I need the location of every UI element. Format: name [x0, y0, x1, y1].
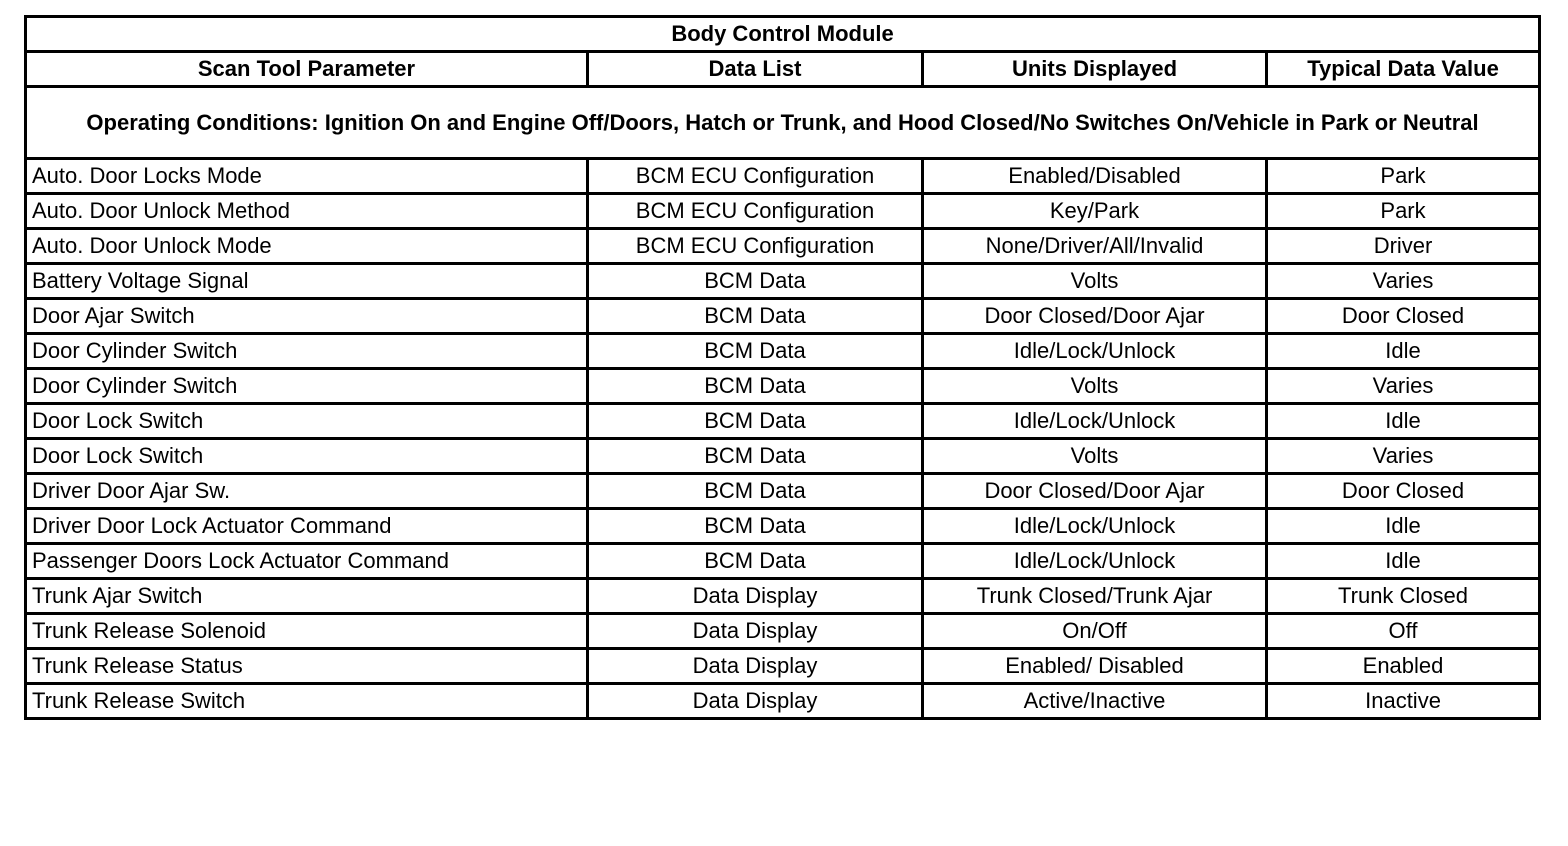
cell-parameter: Driver Door Lock Actuator Command	[26, 509, 588, 544]
cell-units: On/Off	[923, 614, 1267, 649]
table-row	[26, 369, 1540, 404]
cell-units: Active/Inactive	[923, 684, 1267, 719]
cell-units: None/Driver/All/Invalid	[923, 229, 1267, 264]
table-row	[26, 649, 1540, 684]
table-row	[26, 544, 1540, 579]
cell-parameter: Battery Voltage Signal	[26, 264, 588, 299]
cell-data-list: BCM Data	[588, 404, 923, 439]
table-row	[26, 579, 1540, 614]
table-row	[26, 229, 1540, 264]
cell-units: Idle/Lock/Unlock	[923, 544, 1267, 579]
cell-typical-value: Idle	[1267, 544, 1540, 579]
table-body	[26, 159, 1540, 719]
cell-parameter: Auto. Door Unlock Method	[26, 194, 588, 229]
cell-units: Enabled/ Disabled	[923, 649, 1267, 684]
cell-typical-value: Door Closed	[1267, 299, 1540, 334]
cell-data-list: BCM ECU Configuration	[588, 194, 923, 229]
cell-parameter: Trunk Release Solenoid	[26, 614, 588, 649]
bcm-data-table-container	[24, 15, 1538, 720]
table-row	[26, 264, 1540, 299]
cell-units: Idle/Lock/Unlock	[923, 334, 1267, 369]
cell-typical-value: Door Closed	[1267, 474, 1540, 509]
cell-parameter: Auto. Door Locks Mode	[26, 159, 588, 194]
cell-data-list: BCM ECU Configuration	[588, 159, 923, 194]
cell-units: Enabled/Disabled	[923, 159, 1267, 194]
bcm-data-table	[24, 15, 1541, 720]
table-row	[26, 159, 1540, 194]
table-header-row	[26, 52, 1540, 87]
cell-data-list: BCM Data	[588, 334, 923, 369]
cell-parameter: Driver Door Ajar Sw.	[26, 474, 588, 509]
cell-units: Key/Park	[923, 194, 1267, 229]
cell-data-list: BCM Data	[588, 369, 923, 404]
table-title-row	[26, 17, 1540, 52]
cell-parameter: Door Cylinder Switch	[26, 369, 588, 404]
table-title: Body Control Module	[26, 17, 1540, 52]
cell-parameter: Door Lock Switch	[26, 404, 588, 439]
cell-parameter: Passenger Doors Lock Actuator Command	[26, 544, 588, 579]
cell-data-list: BCM Data	[588, 474, 923, 509]
cell-typical-value: Enabled	[1267, 649, 1540, 684]
header-scan-tool-parameter: Scan Tool Parameter	[26, 52, 588, 87]
cell-data-list: BCM Data	[588, 439, 923, 474]
cell-typical-value: Inactive	[1267, 684, 1540, 719]
cell-data-list: BCM Data	[588, 264, 923, 299]
cell-typical-value: Driver	[1267, 229, 1540, 264]
table-row	[26, 439, 1540, 474]
cell-typical-value: Trunk Closed	[1267, 579, 1540, 614]
table-row	[26, 404, 1540, 439]
cell-parameter: Door Lock Switch	[26, 439, 588, 474]
cell-typical-value: Park	[1267, 159, 1540, 194]
header-data-list: Data List	[588, 52, 923, 87]
cell-typical-value: Park	[1267, 194, 1540, 229]
cell-units: Door Closed/Door Ajar	[923, 299, 1267, 334]
cell-units: Volts	[923, 264, 1267, 299]
cell-typical-value: Idle	[1267, 509, 1540, 544]
table-row	[26, 684, 1540, 719]
cell-parameter: Door Ajar Switch	[26, 299, 588, 334]
cell-parameter: Door Cylinder Switch	[26, 334, 588, 369]
operating-conditions-row	[26, 87, 1540, 159]
cell-units: Volts	[923, 369, 1267, 404]
cell-parameter: Auto. Door Unlock Mode	[26, 229, 588, 264]
cell-data-list: Data Display	[588, 684, 923, 719]
table-row	[26, 299, 1540, 334]
cell-typical-value: Varies	[1267, 369, 1540, 404]
cell-data-list: Data Display	[588, 614, 923, 649]
cell-parameter: Trunk Release Status	[26, 649, 588, 684]
cell-units: Idle/Lock/Unlock	[923, 404, 1267, 439]
cell-typical-value: Varies	[1267, 264, 1540, 299]
table-row	[26, 194, 1540, 229]
cell-typical-value: Off	[1267, 614, 1540, 649]
cell-units: Idle/Lock/Unlock	[923, 509, 1267, 544]
cell-units: Trunk Closed/Trunk Ajar	[923, 579, 1267, 614]
cell-typical-value: Varies	[1267, 439, 1540, 474]
cell-units: Door Closed/Door Ajar	[923, 474, 1267, 509]
table-row	[26, 614, 1540, 649]
cell-data-list: BCM Data	[588, 299, 923, 334]
cell-parameter: Trunk Ajar Switch	[26, 579, 588, 614]
table-row	[26, 509, 1540, 544]
cell-data-list: Data Display	[588, 649, 923, 684]
cell-data-list: BCM Data	[588, 544, 923, 579]
cell-typical-value: Idle	[1267, 334, 1540, 369]
cell-data-list: BCM Data	[588, 509, 923, 544]
table-row	[26, 334, 1540, 369]
cell-parameter: Trunk Release Switch	[26, 684, 588, 719]
cell-units: Volts	[923, 439, 1267, 474]
header-typical-data-value: Typical Data Value	[1267, 52, 1540, 87]
header-units-displayed: Units Displayed	[923, 52, 1267, 87]
cell-data-list: BCM ECU Configuration	[588, 229, 923, 264]
cell-typical-value: Idle	[1267, 404, 1540, 439]
cell-data-list: Data Display	[588, 579, 923, 614]
operating-conditions: Operating Conditions: Ignition On and Engine Off/Doors, Hatch or Trunk, and Hood Closed/No Switches On/Vehicle in Park or Neutral	[26, 87, 1540, 159]
table-row	[26, 474, 1540, 509]
